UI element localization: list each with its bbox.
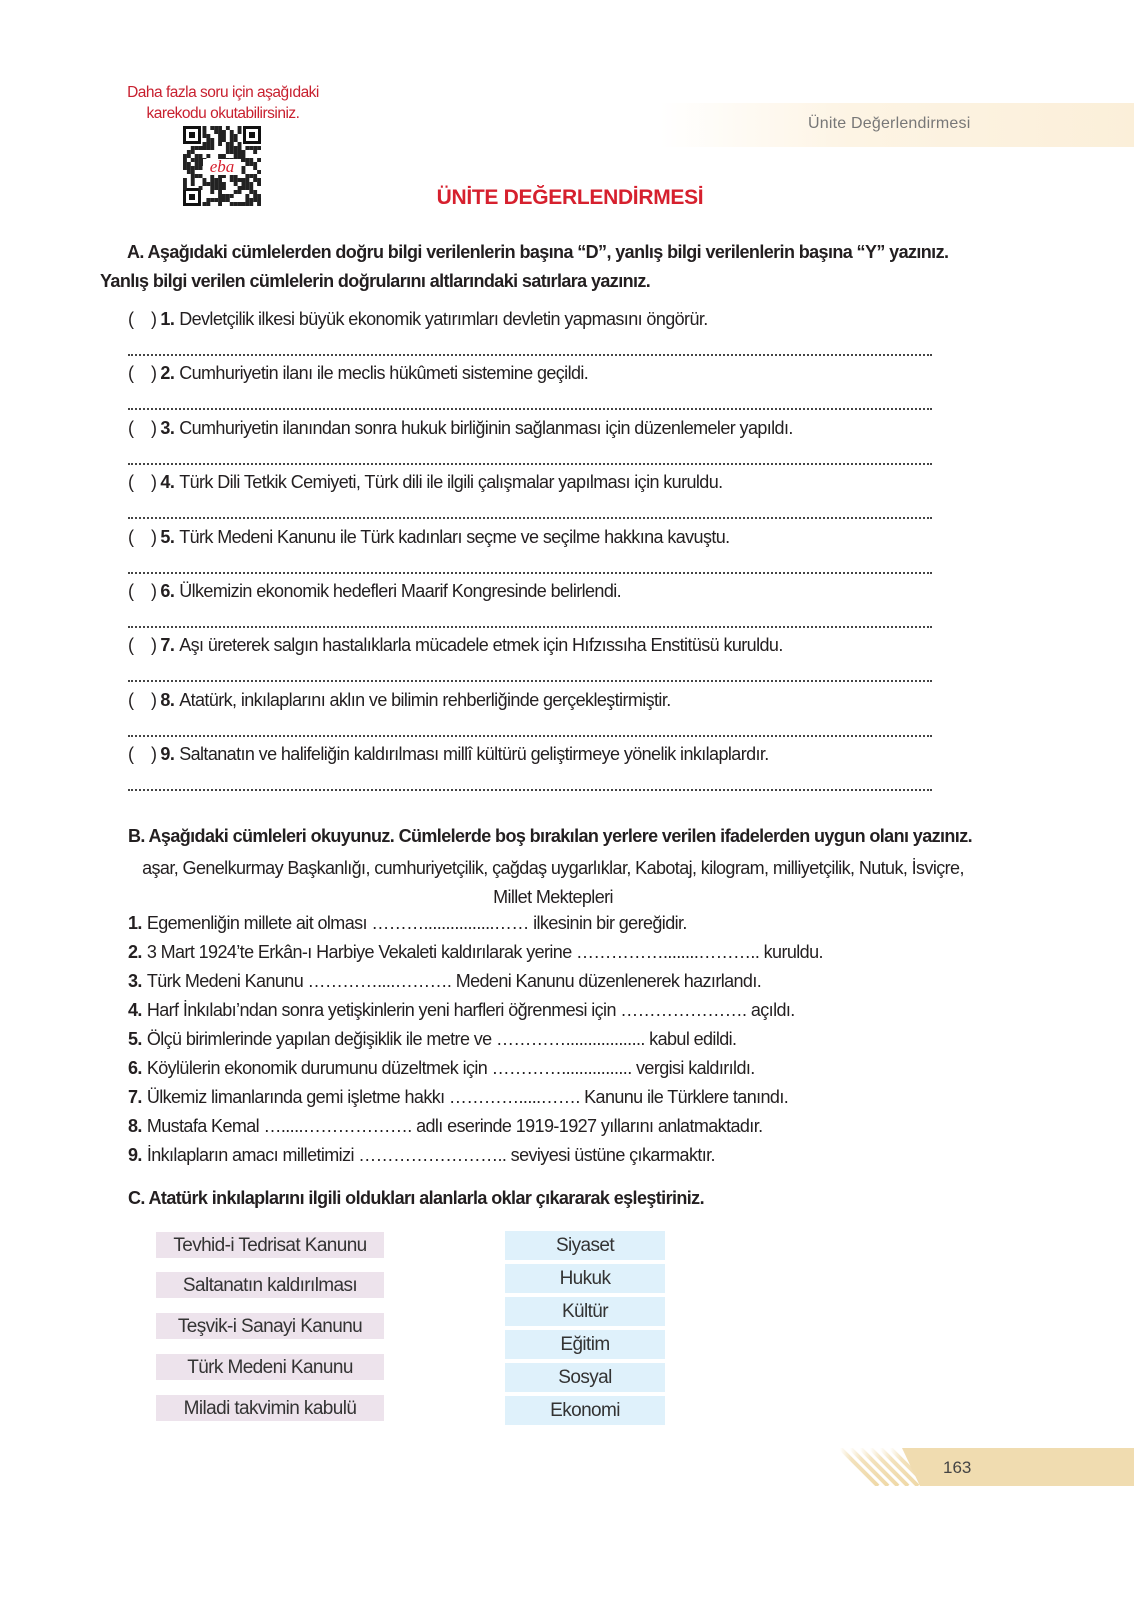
footer-band [840,1448,1134,1486]
page-title: ÜNİTE DEĞERLENDİRMESİ [436,186,704,209]
section-c-instruction: C. Atatürk inkılaplarını ilgili oldukları alanlarla oklar çıkararak eşleştiriniz. [128,1188,704,1208]
true-false-item [128,472,723,493]
item-number: 4. [160,472,175,493]
qr-note-line: Daha fazla soru için aşağıdaki [127,84,319,101]
item-number: 8. [128,1116,142,1136]
answer-line[interactable] [128,572,932,574]
answer-line[interactable] [128,680,932,682]
item-number: 6. [128,1058,142,1078]
item-text: Türk Medeni Kanunu ile Türk kadınları seçme ve seçilme hakkına kavuştu. [179,526,730,547]
item-text: Ülkemiz limanlarında gemi işletme hakkı ………….....……. Kanunu ile Türklere tanındı. [146,1087,789,1107]
answer-line[interactable] [128,626,932,628]
item-number: 8. [160,689,175,710]
true-false-item [128,690,671,711]
fill-in-item [128,1058,755,1079]
answer-line[interactable] [128,463,932,465]
true-false-item [128,309,708,330]
answer-blank[interactable]: ( ) [128,744,157,765]
answer-line[interactable] [128,789,932,791]
answer-blank[interactable]: ( ) [128,417,157,438]
item-number: 5. [160,526,175,547]
fill-in-item [128,913,687,934]
fill-in-item [128,1000,795,1021]
true-false-item [128,418,793,439]
section-b-instruction: B. Aşağıdaki cümleleri okuyunuz. Cümlelerde boş bırakılan yerlere verilen ifadelerden uygun olanı yazınız. [128,826,973,846]
reform-box[interactable]: Türk Medeni Kanunu [156,1354,384,1380]
item-text: Türk Medeni Kanunu …………....………. Medeni Kanunu düzenlenerek hazırlandı. [146,971,762,991]
item-text: İnkılapların amacı milletimizi …………………….. seviyesi üstüne çıkarmaktır. [146,1145,715,1165]
field-box[interactable]: Siyaset [505,1231,665,1260]
item-number: 1. [160,309,175,329]
fill-in-item [128,1087,788,1108]
qr-note-line: karekodu okutabilirsiniz. [146,105,300,122]
item-text: Atatürk, inkılaplarını aklın ve bilimin rehberliğinde gerçekleştirmiştir. [179,689,671,710]
true-false-item [128,581,621,602]
reform-box[interactable]: Saltanatın kaldırılması [156,1272,384,1298]
field-box[interactable]: Eğitim [505,1330,665,1359]
answer-blank[interactable]: ( ) [128,363,157,384]
header-title: Ünite Değerlendirmesi [808,115,971,132]
field-box[interactable]: Hukuk [505,1264,665,1293]
true-false-item [128,363,588,384]
reform-box[interactable]: Teşvik-i Sanayi Kanunu [156,1313,384,1339]
qr-note [108,82,338,124]
reform-box[interactable]: Tevhid-i Tedrisat Kanunu [156,1232,384,1258]
qr-code[interactable] [183,126,261,206]
item-text: Harf İnkılabı’ndan sonra yetişkinlerin yeni harfleri öğrenmesi için …………………. açıldı. [146,1000,795,1020]
fill-in-item [128,971,761,992]
answer-blank[interactable]: ( ) [128,526,157,547]
eba-logo: eba [209,157,235,176]
item-text: Köylülerin ekonomik durumunu düzeltmek için …………................ vergisi kaldırıldı. [146,1058,755,1078]
answer-blank[interactable]: ( ) [128,689,157,710]
answer-line[interactable] [128,735,932,737]
answer-line[interactable] [128,517,932,519]
item-text: Ülkemizin ekonomik hedefleri Maarif Kongresinde belirlendi. [179,581,622,601]
answer-line[interactable] [128,354,932,356]
item-number: 4. [128,1000,142,1020]
item-text: Mustafa Kemal ….....………………. adlı eserinde 1919-1927 yıllarını anlatmaktadır. [146,1116,763,1136]
item-number: 1. [128,913,142,933]
fill-in-item [128,942,823,963]
item-text: 3 Mart 1924’te Erkân-ı Harbiye Vekaleti kaldırılarak yerine ……………........……….. kuruldu. [146,942,823,962]
item-number: 9. [128,1145,142,1165]
true-false-item [128,635,783,656]
item-number: 7. [128,1087,142,1107]
section-a-instruction: A. Aşağıdaki cümlelerden doğru bilgi verilenlerin başına “D”, yanlış bilgi verilenlerin başına “Y” yazınız. Yanlış bilgi verilen cümlelerin doğrularını altlarındaki satırlara yazınız. [100,242,949,291]
item-number: 2. [128,942,142,962]
item-number: 6. [160,581,175,601]
item-text: Ölçü birimlerinde yapılan değişiklik ile metre ve ………….................. kabul edildi. [146,1029,737,1049]
page-number: 163 [943,1458,972,1477]
fill-in-item [128,1029,736,1050]
item-text: Saltanatın ve halifeliğin kaldırılması millî kültürü geliştirmeye yönelik inkılaplardır. [179,744,769,765]
item-text: Devletçilik ilkesi büyük ekonomik yatırımları devletin yapmasını öngörür. [179,309,708,329]
item-number: 5. [128,1029,142,1049]
word-bank: aşar, Genelkurmay Başkanlığı, cumhuriyetçilik, çağdaş uygarlıklar, Kabotaj, kilogram, milliyetçilik, Nutuk, İsviçre, Millet Mektepleri [142,858,964,907]
field-box[interactable]: Sosyal [505,1363,665,1392]
fill-in-item [128,1116,763,1137]
answer-blank[interactable]: ( ) [128,635,157,656]
item-number: 7. [160,635,175,656]
fill-in-item [128,1145,715,1166]
item-text: Türk Dili Tetkik Cemiyeti, Türk dili ile ilgili çalışmalar yapılması için kuruldu. [179,472,723,493]
item-number: 9. [160,744,175,765]
item-text: Aşı üreterek salgın hastalıklarla mücadele etmek için Hıfzıssıha Enstitüsü kuruldu. [179,635,783,656]
true-false-item [128,744,769,765]
item-text: Cumhuriyetin ilanından sonra hukuk birliğinin sağlanması için düzenlemeler yapıldı. [179,417,793,438]
true-false-item [128,527,730,548]
answer-line[interactable] [128,408,932,410]
item-number: 3. [160,417,175,438]
item-text: Egemenliğin millete ait olması ………................…… ilkesinin bir gereğidir. [146,913,687,933]
item-number: 3. [128,971,142,991]
reform-box[interactable]: Miladi takvimin kabulü [156,1395,384,1421]
field-box[interactable]: Kültür [505,1297,665,1326]
answer-blank[interactable]: ( ) [128,472,157,493]
item-text: Cumhuriyetin ilanı ile meclis hükûmeti sistemine geçildi. [179,363,589,384]
item-number: 2. [160,363,175,384]
answer-blank[interactable]: ( ) [128,309,157,329]
answer-blank[interactable]: ( ) [128,581,157,601]
field-box[interactable]: Ekonomi [505,1396,665,1425]
